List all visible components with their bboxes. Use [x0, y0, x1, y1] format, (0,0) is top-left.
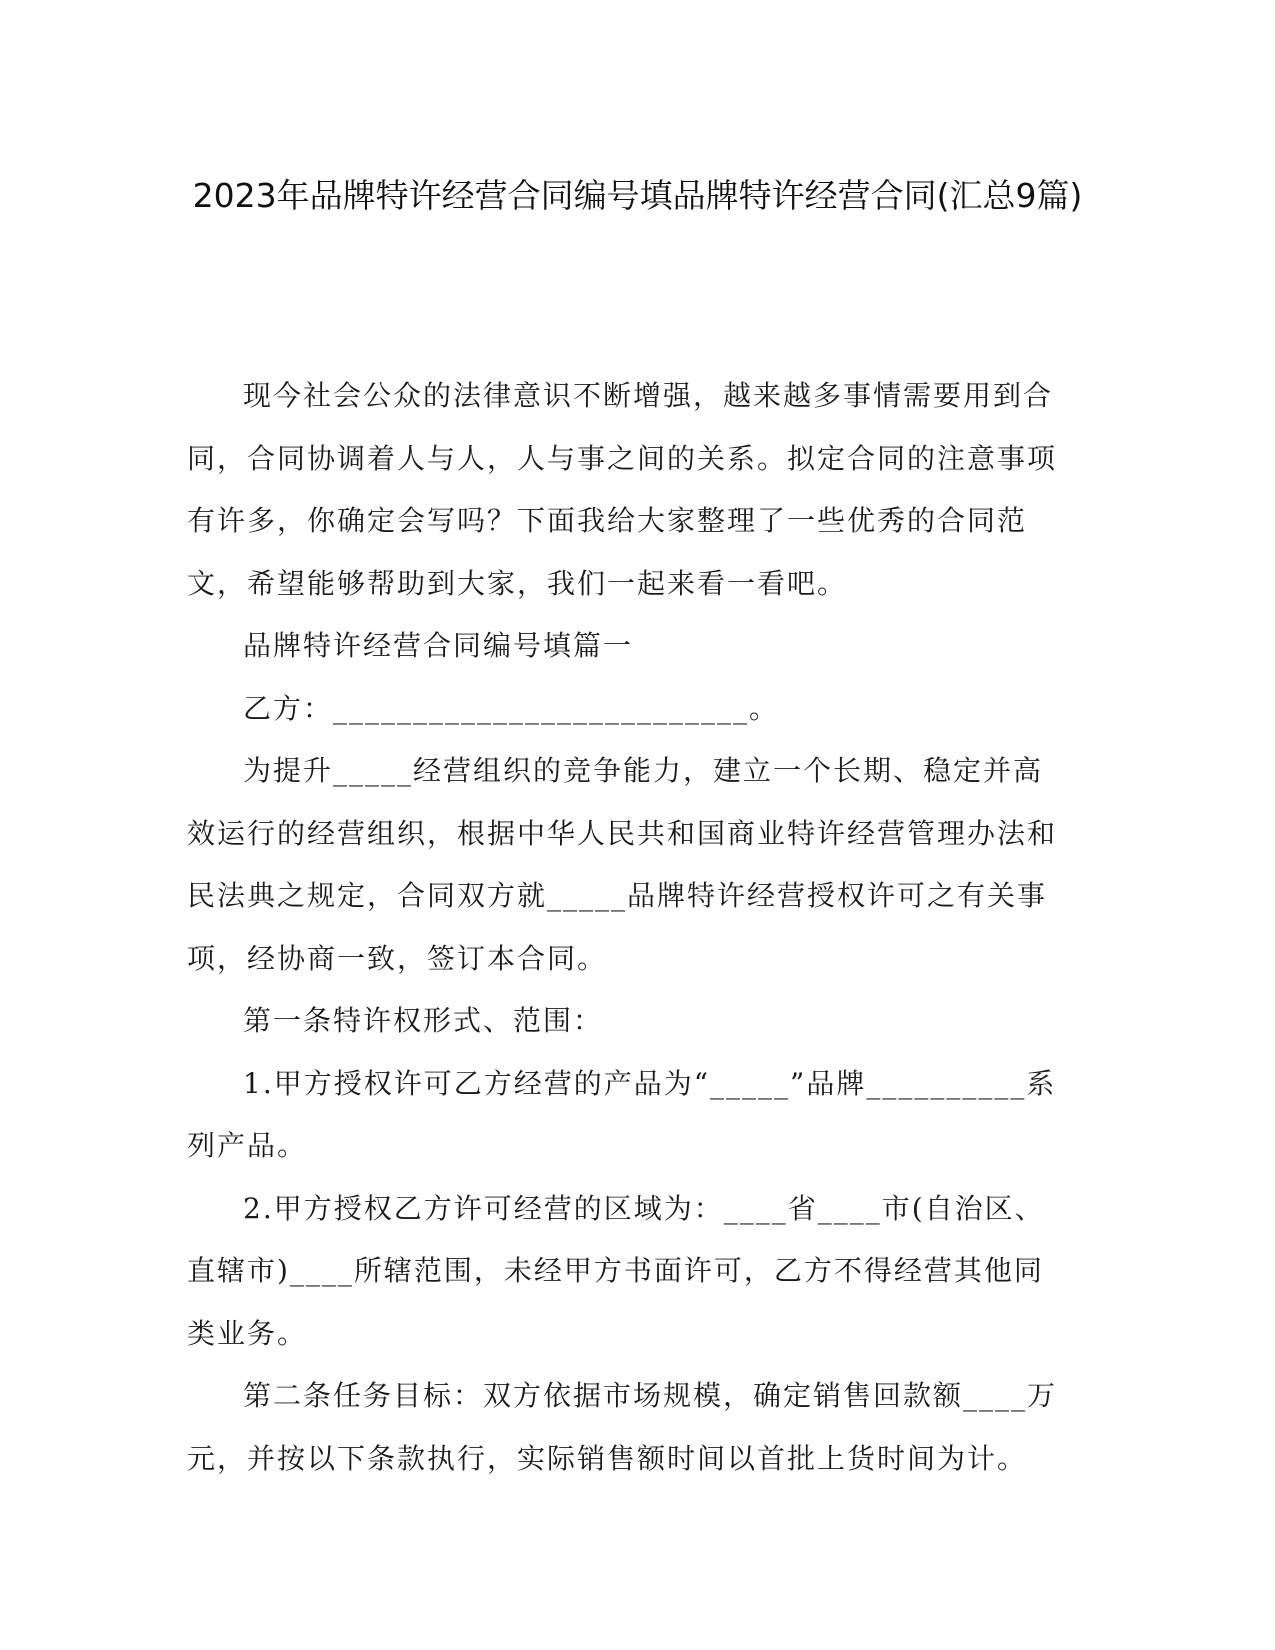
clause-2: 2.甲方授权乙方许可经营的区域为：____省____市(自治区、直辖市)____所辖范围，未经甲方书面许可，乙方不得经营其他同类业务。 — [187, 1191, 1045, 1350]
document-title: 2023年品牌特许经营合同编号填品牌特许经营合同(汇总9篇) — [192, 176, 1083, 215]
preamble-paragraph: 为提升_____经营组织的竞争能力，建立一个长期、稳定并高效运行的经营组织，根据中华人民共和国商业特许经营管理办法和民法典之规定，合同双方就_____品牌特许经营授权许可之有关事项，经协商一致，签订本合同。 — [187, 754, 1058, 975]
article-one-heading: 第一条特许权形式、范围： — [243, 1004, 604, 1037]
clause-1: 1.甲方授权许可乙方经营的产品为“_____”品牌__________系列产品。 — [187, 1066, 1057, 1162]
intro-paragraph: 现今社会公众的法律意识不断增强，越来越多事情需要用到合同，合同协调着人与人，人与事之间的关系。拟定合同的注意事项有许多，你确定会写吗？下面我给大家整理了一些优秀的合同范文，希望能够帮助到大家，我们一起来看一看吧。 — [187, 379, 1058, 600]
section-heading: 品牌特许经营合同编号填篇一 — [243, 629, 634, 662]
party-b-line: 乙方：__________________________。 — [243, 691, 780, 725]
document-body — [187, 365, 1072, 1490]
article-two-paragraph: 第二条任务目标：双方依据市场规模，确定销售回款额____万元，并按以下条款执行，实际销售额时间以首批上货时间为计。 — [187, 1379, 1058, 1475]
